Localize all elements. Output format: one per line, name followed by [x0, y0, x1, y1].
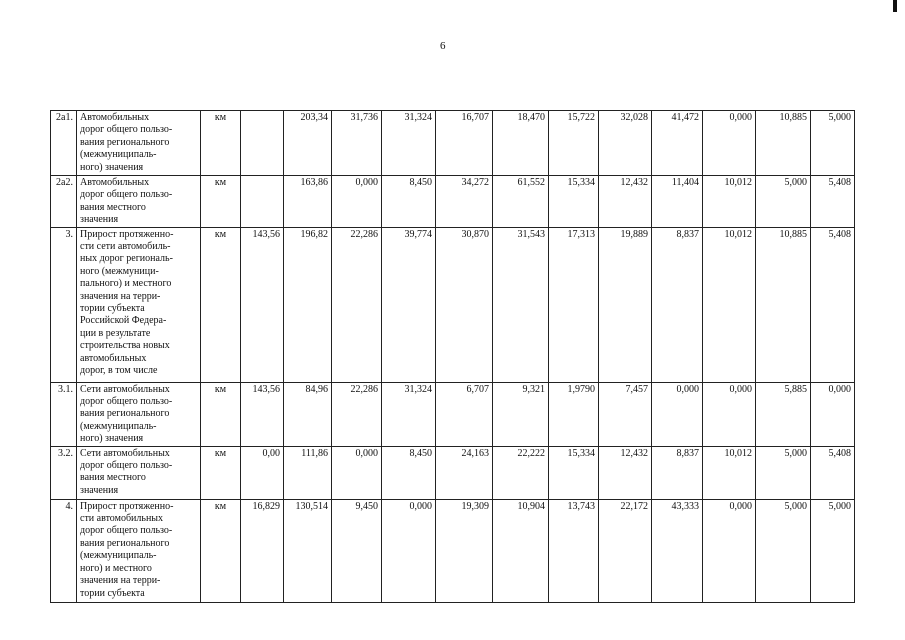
value-cell: 15,722	[549, 111, 599, 176]
value-cell: 15,334	[549, 176, 599, 228]
value-cell: 32,028	[599, 111, 652, 176]
value-cell: 22,172	[599, 499, 652, 602]
value-cell: 6,707	[436, 382, 493, 446]
value-cell: 5,000	[756, 499, 811, 602]
value-cell: 10,904	[493, 499, 549, 602]
value-cell: 0,000	[703, 499, 756, 602]
row-unit: км	[201, 382, 241, 446]
value-cell: 0,000	[382, 499, 436, 602]
value-cell: 8,837	[652, 446, 703, 499]
value-cell: 130,514	[284, 499, 332, 602]
value-cell: 31,543	[493, 227, 549, 382]
row-number: 3.	[51, 227, 77, 382]
value-cell: 8,450	[382, 446, 436, 499]
value-cell: 17,313	[549, 227, 599, 382]
value-cell: 12,432	[599, 446, 652, 499]
value-cell: 111,86	[284, 446, 332, 499]
row-name: Прирост протяженно- сти автомобильных дорог общего пользо- вания регионального (межмуниципаль- ного) и местного значения на терри- тории субъекта	[77, 499, 201, 602]
page-number: 6	[440, 40, 446, 52]
table-row	[51, 176, 855, 228]
value-cell: 15,334	[549, 446, 599, 499]
value-cell: 11,404	[652, 176, 703, 228]
row-name: Сети автомобильных дорог общего пользо- вания регионального (межмуниципаль- ного) значения	[77, 382, 201, 446]
value-cell: 12,432	[599, 176, 652, 228]
value-cell: 5,000	[811, 499, 855, 602]
value-cell: 31,324	[382, 111, 436, 176]
row-name: Прирост протяженно- сти сети автомобиль- ных дорог региональ- ного (межмуници- пального) и местного значения на терри- тории субъекта Российской Федера- ции в результате строительства новых автомобильных дорог, в том числе	[77, 227, 201, 382]
value-cell: 22,222	[493, 446, 549, 499]
value-cell: 61,552	[493, 176, 549, 228]
value-cell: 30,870	[436, 227, 493, 382]
value-cell: 0,000	[332, 446, 382, 499]
value-cell: 5,408	[811, 227, 855, 382]
row-unit: км	[201, 227, 241, 382]
value-cell: 7,457	[599, 382, 652, 446]
value-cell: 0,000	[332, 176, 382, 228]
value-cell: 5,408	[811, 446, 855, 499]
value-cell: 84,96	[284, 382, 332, 446]
value-cell	[241, 176, 284, 228]
value-cell: 10,885	[756, 111, 811, 176]
value-cell: 16,829	[241, 499, 284, 602]
value-cell: 10,012	[703, 446, 756, 499]
table-row	[51, 227, 855, 382]
value-cell: 10,885	[756, 227, 811, 382]
value-cell: 31,324	[382, 382, 436, 446]
value-cell: 196,82	[284, 227, 332, 382]
value-cell: 43,333	[652, 499, 703, 602]
row-name: Автомобильных дорог общего пользо- вания местного значения	[77, 176, 201, 228]
value-cell: 10,012	[703, 227, 756, 382]
value-cell: 41,472	[652, 111, 703, 176]
row-number: 3.1.	[51, 382, 77, 446]
row-name: Автомобильных дорог общего пользо- вания регионального (межмуниципаль- ного) значения	[77, 111, 201, 176]
value-cell: 5,885	[756, 382, 811, 446]
value-cell: 22,286	[332, 227, 382, 382]
value-cell: 0,000	[652, 382, 703, 446]
value-cell: 24,163	[436, 446, 493, 499]
row-number: 4.	[51, 499, 77, 602]
value-cell: 0,000	[811, 382, 855, 446]
value-cell: 8,837	[652, 227, 703, 382]
value-cell: 16,707	[436, 111, 493, 176]
value-cell: 19,309	[436, 499, 493, 602]
edge-scan-mark	[893, 0, 897, 12]
value-cell: 1,9790	[549, 382, 599, 446]
table-row	[51, 111, 855, 176]
value-cell: 34,272	[436, 176, 493, 228]
value-cell: 13,743	[549, 499, 599, 602]
row-name: Сети автомобильных дорог общего пользо- вания местного значения	[77, 446, 201, 499]
value-cell: 0,000	[703, 382, 756, 446]
value-cell: 19,889	[599, 227, 652, 382]
value-cell: 203,34	[284, 111, 332, 176]
row-unit: км	[201, 499, 241, 602]
table-row	[51, 382, 855, 446]
value-cell: 5,000	[756, 446, 811, 499]
data-table	[50, 110, 855, 603]
table-row	[51, 446, 855, 499]
value-cell: 5,408	[811, 176, 855, 228]
value-cell: 9,321	[493, 382, 549, 446]
value-cell: 163,86	[284, 176, 332, 228]
value-cell	[241, 111, 284, 176]
row-number: 3.2.	[51, 446, 77, 499]
row-number: 2а2.	[51, 176, 77, 228]
row-number: 2а1.	[51, 111, 77, 176]
value-cell: 5,000	[811, 111, 855, 176]
row-unit: км	[201, 176, 241, 228]
table-row	[51, 499, 855, 602]
value-cell: 22,286	[332, 382, 382, 446]
row-unit: км	[201, 111, 241, 176]
value-cell: 5,000	[756, 176, 811, 228]
value-cell: 0,00	[241, 446, 284, 499]
value-cell: 0,000	[703, 111, 756, 176]
value-cell: 10,012	[703, 176, 756, 228]
value-cell: 143,56	[241, 382, 284, 446]
row-unit: км	[201, 446, 241, 499]
value-cell: 143,56	[241, 227, 284, 382]
value-cell: 39,774	[382, 227, 436, 382]
value-cell: 31,736	[332, 111, 382, 176]
value-cell: 18,470	[493, 111, 549, 176]
value-cell: 9,450	[332, 499, 382, 602]
value-cell: 8,450	[382, 176, 436, 228]
